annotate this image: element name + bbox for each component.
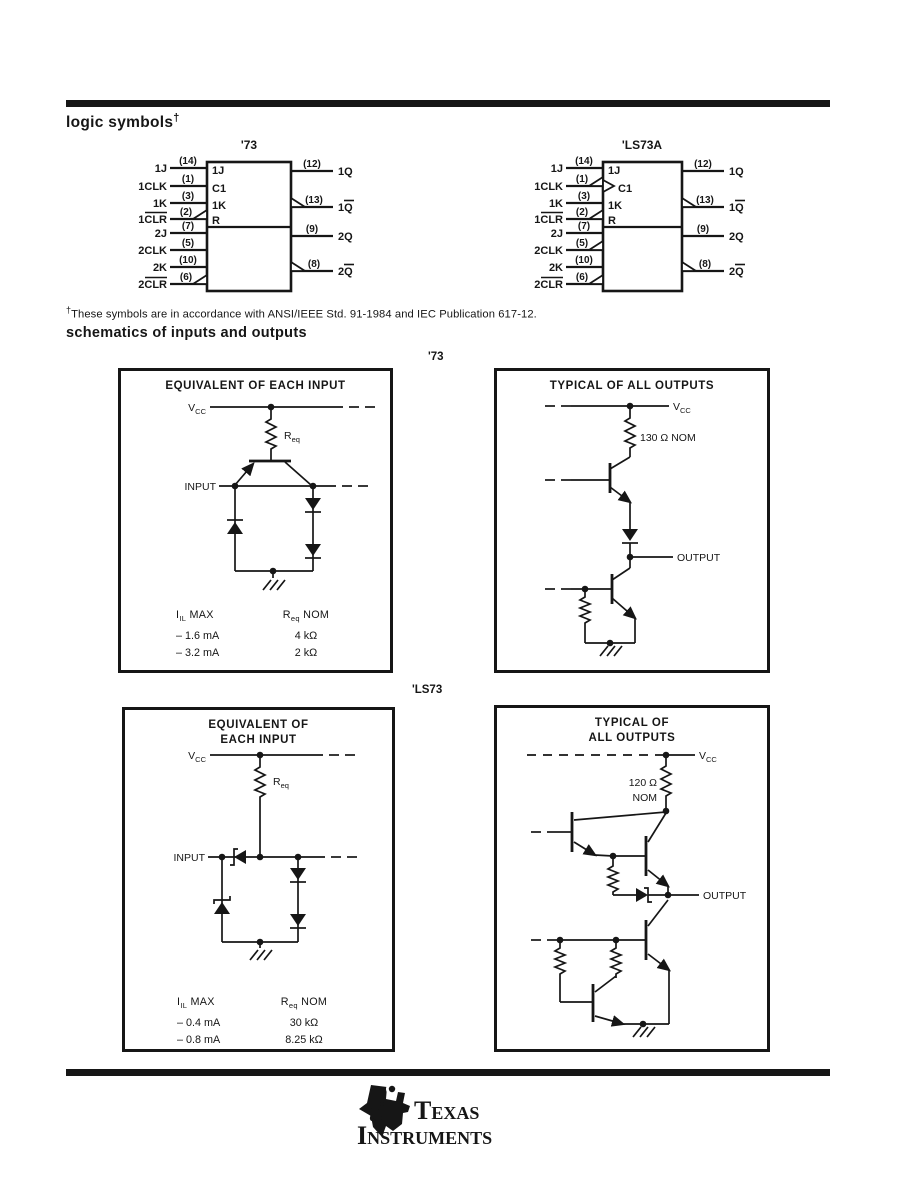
schematic-group-label-73: '73	[428, 351, 444, 363]
inner-label: 1J	[608, 165, 621, 177]
pin-number: (14)	[575, 156, 593, 167]
pin-label: 1Q	[729, 166, 744, 178]
pin-number: (6)	[575, 272, 589, 283]
pin-label: 1CLK	[534, 181, 563, 193]
resistor-value-line1: 120 Ω	[628, 777, 657, 789]
req-column	[261, 994, 347, 1050]
logo-texas-text: Texas	[414, 1096, 480, 1125]
req-label: $R_{eq}$	[284, 430, 300, 444]
pin-number: (2)	[575, 207, 589, 218]
active-low-wedge	[589, 210, 603, 219]
pin-number: (9)	[696, 224, 710, 235]
vcc-label: $V_{CC}$	[188, 402, 206, 416]
req-value: 8.25 kΩ	[285, 1034, 323, 1047]
dagger-superscript: †	[66, 305, 72, 315]
pin-label: 1CLR	[534, 214, 563, 226]
footnote	[66, 305, 537, 321]
resistor	[555, 940, 565, 1002]
pin-label: 2K	[548, 262, 563, 274]
ground-icon	[250, 950, 272, 960]
pin-number: (7)	[181, 221, 195, 232]
diode	[305, 498, 321, 512]
pin-label: 1CLR	[138, 214, 167, 226]
pin-label: 2J	[550, 228, 563, 240]
schematic-title-line2: ALL OUTPUTS	[588, 732, 676, 744]
active-low-wedge	[589, 241, 603, 250]
top-rule	[66, 100, 830, 107]
output-label: OUTPUT	[703, 890, 747, 902]
inner-label: 1K	[212, 200, 227, 212]
schematic-title-line1: TYPICAL OF	[594, 717, 670, 729]
ground-icon	[633, 1027, 655, 1037]
schematic-73-input-box	[118, 368, 393, 673]
active-low-wedge	[682, 198, 696, 207]
vcc-label: $V_{CC}$	[188, 750, 206, 764]
symbol-title: 'LS73A	[621, 138, 663, 152]
req-value: 30 kΩ	[289, 1016, 319, 1029]
logic-symbol-73	[78, 133, 378, 298]
inner-label: 1K	[608, 200, 623, 212]
resistor	[255, 755, 265, 857]
active-low-wedge	[291, 198, 305, 207]
logo-instruments-text: Instruments	[357, 1121, 493, 1148]
iil-column	[176, 607, 219, 663]
pin-label: 2CLR	[138, 279, 167, 291]
inner-label: R	[212, 215, 220, 227]
footnote-text: These symbols are in accordance with ANSI/IEEE Std. 91-1984 and IEC Publication 617-12.	[71, 308, 537, 321]
active-low-wedge	[682, 262, 696, 271]
active-low-wedge	[193, 275, 207, 284]
inner-label: C1	[618, 183, 633, 195]
iil-value: – 0.8 mA	[177, 1034, 221, 1047]
active-low-wedge	[589, 275, 603, 284]
iil-value: – 3.2 mA	[176, 647, 220, 660]
pin-label: 2CLK	[138, 245, 167, 257]
pin-number: (3)	[577, 191, 591, 202]
dynamic-input-triangle	[603, 180, 614, 192]
diode	[622, 529, 638, 543]
schematics-heading: schematics of inputs and outputs	[66, 325, 307, 341]
pin-label: 2CLR	[534, 279, 563, 291]
req-value: 2 kΩ	[294, 647, 318, 660]
resistor	[611, 940, 621, 978]
output-rows	[682, 159, 745, 278]
pin-number: (8)	[307, 259, 321, 270]
schematic-title-line2: EACH INPUT	[220, 734, 297, 746]
symbol-title: '73	[240, 138, 258, 152]
schematic-ls73-input-circuit	[125, 710, 392, 1049]
pin-number: (7)	[577, 221, 591, 232]
iil-column	[177, 994, 220, 1050]
logic-symbol-ls73a	[478, 133, 778, 298]
inner-label: 1J	[212, 165, 225, 177]
resistor-value: 130 Ω NOM	[640, 432, 696, 444]
transistor	[646, 900, 669, 970]
resistor	[625, 406, 635, 457]
ground-icon	[600, 646, 622, 656]
diode	[305, 544, 321, 558]
resistor	[608, 856, 618, 895]
transistor	[593, 976, 623, 1024]
resistor	[266, 407, 276, 461]
schematic-ls73-output-box	[494, 705, 770, 1052]
diode	[290, 914, 306, 928]
logic-symbols-heading-text: logic symbols	[66, 114, 174, 132]
input-label: INPUT	[184, 481, 216, 493]
pin-label: 2Q	[338, 266, 353, 278]
pin-label: 2Q	[729, 266, 744, 278]
pin-number: (10)	[179, 255, 197, 266]
resistor	[661, 755, 671, 811]
dagger-superscript: †	[173, 112, 180, 124]
input-label: INPUT	[173, 852, 205, 864]
logic-symbols-heading	[66, 112, 180, 132]
diode	[290, 868, 306, 882]
inner-label: C1	[212, 183, 227, 195]
pin-number: (13)	[696, 195, 714, 206]
schematic-ls73-input-box	[122, 707, 395, 1052]
schematic-title: TYPICAL OF ALL OUTPUTS	[549, 380, 715, 392]
ground-icon	[263, 580, 285, 590]
diode	[227, 520, 243, 534]
iil-header: $I_{IL}$ MAX	[177, 996, 215, 1011]
pin-number: (1)	[575, 174, 589, 185]
output-rows	[291, 159, 354, 278]
req-value: 4 kΩ	[294, 629, 318, 642]
pin-label: 1J	[550, 163, 563, 175]
pin-number: (9)	[305, 224, 319, 235]
pin-label: 1J	[154, 163, 167, 175]
output-label: OUTPUT	[677, 552, 721, 564]
transistor	[545, 457, 630, 502]
pin-label: 1K	[548, 198, 563, 210]
pin-label: 1Q	[729, 202, 744, 214]
inner-labels	[608, 165, 632, 227]
schematic-group-label-ls73: 'LS73	[412, 684, 443, 696]
pin-number: (13)	[305, 195, 323, 206]
pin-label: 2J	[154, 228, 167, 240]
active-low-wedge	[291, 262, 305, 271]
schematic-73-output-circuit	[497, 371, 767, 670]
inner-labels	[212, 165, 226, 227]
texas-instruments-logo	[356, 1082, 546, 1148]
active-low-wedge	[193, 210, 207, 219]
vcc-label: $V_{CC}$	[673, 401, 691, 415]
iil-header: $I_{IL}$ MAX	[176, 609, 214, 624]
req-header: $R_{eq}$ NOM	[282, 609, 330, 624]
pin-number: (14)	[179, 156, 197, 167]
req-label: $R_{eq}$	[273, 776, 289, 790]
schematic-73-input-circuit	[121, 371, 390, 670]
bottom-rule	[66, 1069, 830, 1076]
pin-label: 1CLK	[138, 181, 167, 193]
vcc-label: $V_{CC}$	[699, 750, 717, 764]
transistor	[235, 461, 311, 485]
pin-label: 2CLK	[534, 245, 563, 257]
schematic-73-output-box	[494, 368, 770, 673]
pin-number: (8)	[698, 259, 712, 270]
pin-label: 2Q	[338, 231, 353, 243]
pin-label: 2Q	[729, 231, 744, 243]
pin-number: (5)	[575, 238, 589, 249]
req-column	[266, 607, 346, 663]
schematic-ls73-output-circuit	[497, 708, 767, 1049]
schematic-title: EQUIVALENT OF EACH INPUT	[165, 380, 346, 392]
input-rows	[138, 156, 207, 291]
pin-label: 1K	[152, 198, 167, 210]
transistor	[646, 813, 668, 886]
pin-number: (10)	[575, 255, 593, 266]
inner-label: R	[608, 215, 616, 227]
iil-value: – 1.6 mA	[176, 629, 220, 642]
pin-number: (1)	[181, 174, 195, 185]
pin-number: (3)	[181, 191, 195, 202]
resistor	[580, 589, 590, 643]
req-header: $R_{eq}$ NOM	[280, 996, 328, 1011]
iil-value: – 0.4 mA	[177, 1016, 221, 1029]
schematic-title-line1: EQUIVALENT OF	[208, 719, 309, 731]
ti-letters: ti	[369, 1097, 385, 1127]
pin-label: 1Q	[338, 202, 353, 214]
resistor-value-line2: NOM	[632, 792, 657, 804]
active-low-wedge	[589, 177, 603, 186]
pin-label: 1Q	[338, 166, 353, 178]
pin-number: (6)	[179, 272, 193, 283]
pin-label: 2K	[152, 262, 167, 274]
pin-number: (5)	[181, 238, 195, 249]
transistor	[545, 568, 635, 618]
pin-number: (12)	[303, 159, 321, 170]
pin-number: (12)	[694, 159, 712, 170]
pin-number: (2)	[179, 207, 193, 218]
